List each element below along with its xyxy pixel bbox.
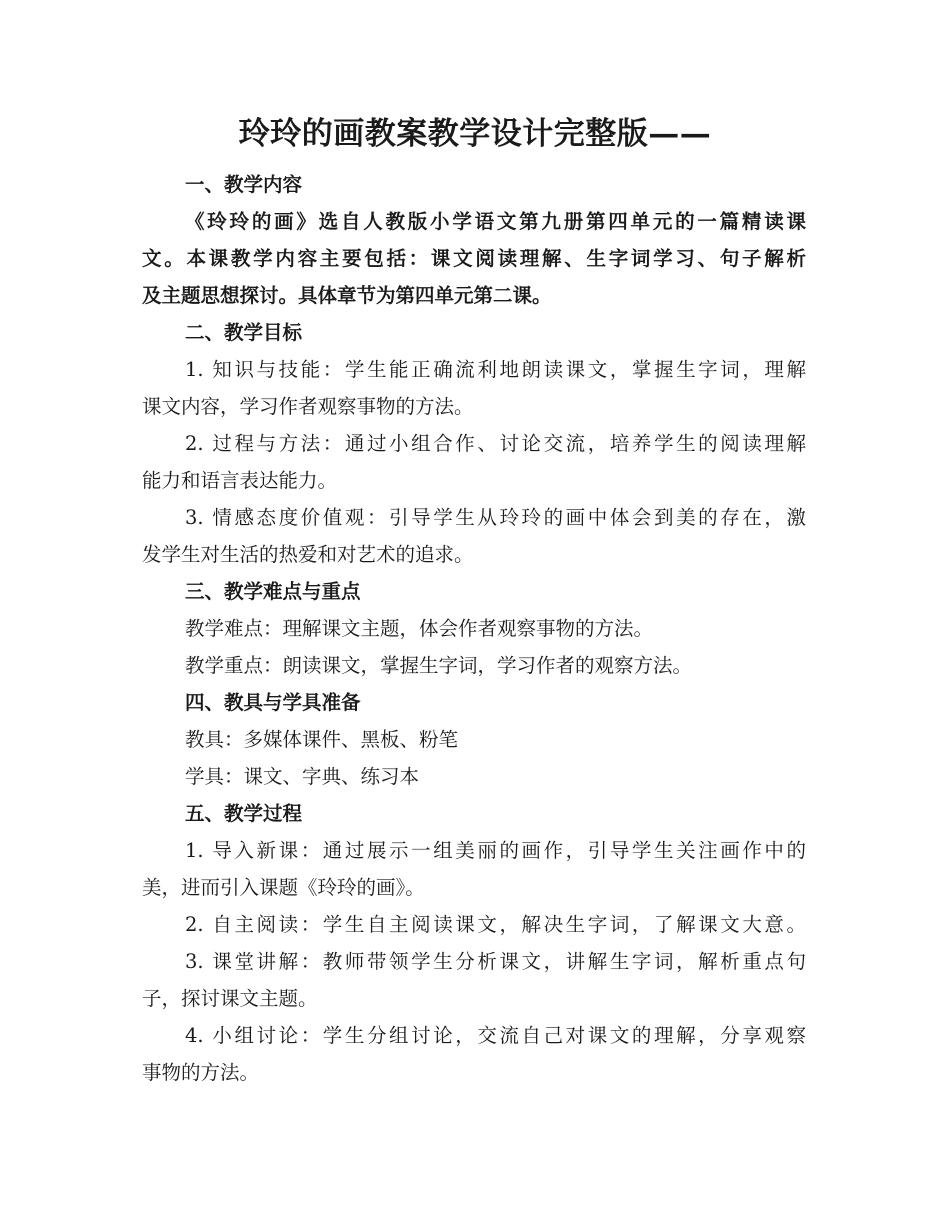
section-heading: 三、教学难点与重点 bbox=[185, 580, 361, 603]
text-line: 教学难点：理解课文主题，体会作者观察事物的方法。 bbox=[185, 617, 654, 640]
text-line: 教学重点：朗读课文，掌握生字词，学习作者的观察方法。 bbox=[185, 654, 693, 677]
text-line: 2. 过程与方法：通过小组合作、讨论交流，培养学生的阅读理解 bbox=[185, 432, 806, 455]
text-line: 2. 自主阅读：学生自主阅读课文，解决生字词，了解课文大意。 bbox=[185, 913, 806, 936]
document-title: 玲玲的画教案教学设计完整版—— bbox=[238, 116, 712, 152]
text-line: 教具：多媒体课件、黑板、粉笔 bbox=[185, 728, 459, 751]
text-line: 美，进而引入课题《玲玲的画》。 bbox=[142, 876, 425, 899]
text-line: 课文内容，学习作者观察事物的方法。 bbox=[142, 395, 474, 418]
text-line: 1. 知识与技能：学生能正确流利地朗读课文，掌握生字词，理解 bbox=[185, 358, 806, 381]
text-line: 文。本课教学内容主要包括：课文阅读理解、生字词学习、句子解析 bbox=[142, 247, 806, 270]
text-line: 1. 导入新课：通过展示一组美丽的画作，引导学生关注画作中的 bbox=[185, 839, 806, 862]
text-line: 子，探讨课文主题。 bbox=[142, 987, 318, 1010]
text-line: 4. 小组讨论：学生分组讨论，交流自己对课文的理解，分享观察 bbox=[185, 1024, 806, 1047]
section-heading: 五、教学过程 bbox=[185, 802, 303, 825]
section-heading: 二、教学目标 bbox=[185, 321, 303, 344]
text-line: 学具：课文、字典、练习本 bbox=[185, 765, 420, 788]
section-heading: 一、教学内容 bbox=[185, 173, 303, 196]
text-line: 事物的方法。 bbox=[142, 1061, 260, 1084]
document-body bbox=[142, 166, 806, 1091]
text-line: 《玲玲的画》选自人教版小学语文第九册第四单元的一篇精读课 bbox=[185, 210, 806, 233]
section-heading: 四、教具与学具准备 bbox=[185, 691, 361, 714]
text-line: 能力和语言表达能力。 bbox=[142, 469, 338, 492]
text-line: 及主题思想探讨。具体章节为第四单元第二课。 bbox=[142, 284, 552, 307]
text-line: 3. 课堂讲解：教师带领学生分析课文，讲解生字词，解析重点句 bbox=[185, 950, 806, 973]
text-line: 3. 情感态度价值观：引导学生从玲玲的画中体会到美的存在，激 bbox=[185, 506, 806, 529]
text-line: 发学生对生活的热爱和对艺术的追求。 bbox=[142, 543, 474, 566]
